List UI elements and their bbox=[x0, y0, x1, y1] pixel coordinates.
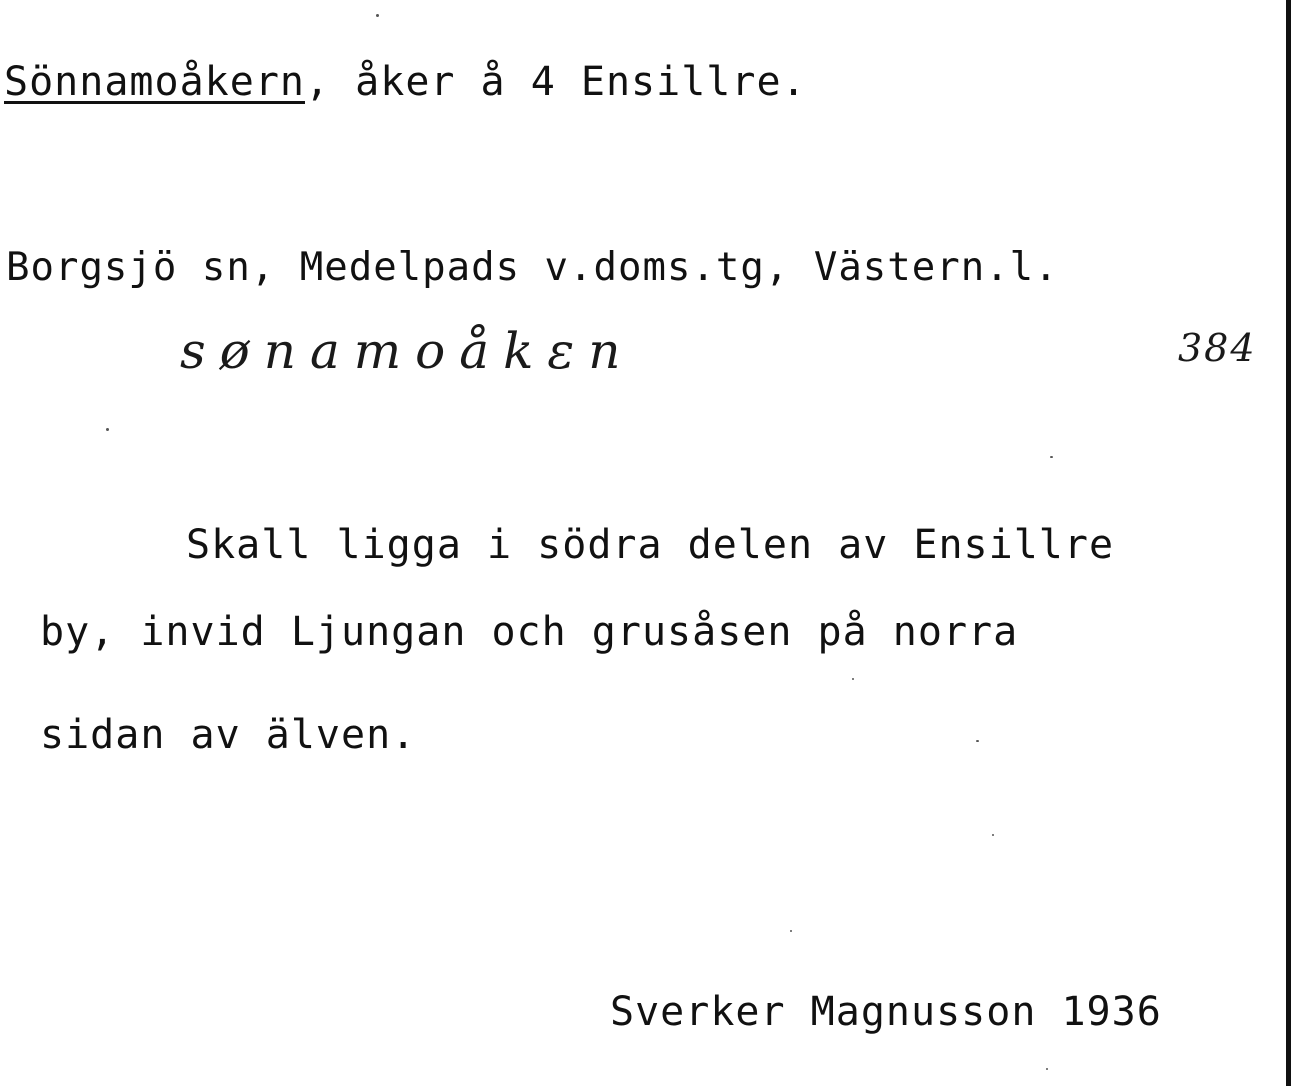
scan-speck bbox=[852, 678, 854, 680]
scan-speck bbox=[1050, 456, 1053, 458]
scan-speck bbox=[992, 834, 994, 836]
description-line-3: sidan av älven. bbox=[40, 712, 417, 758]
card-number: 384 bbox=[1178, 326, 1257, 370]
description-line-1: Skall ligga i södra delen av Ensillre bbox=[186, 522, 1115, 568]
phonetic-transcription: sønamoåkɛn bbox=[180, 322, 635, 380]
scan-speck bbox=[790, 930, 792, 932]
card-edge-border bbox=[1286, 0, 1291, 1086]
headword: Sönnamoåkern bbox=[4, 59, 305, 105]
header-description: , åker å 4 Ensillre. bbox=[304, 59, 807, 105]
scan-speck bbox=[1046, 1068, 1048, 1070]
description-line-2: by, invid Ljungan och grusåsen på norra bbox=[40, 609, 1019, 655]
scan-speck bbox=[376, 14, 379, 17]
location-line: Borgsjö sn, Medelpads v.doms.tg, Västern.l. bbox=[6, 245, 1059, 290]
signature: Sverker Magnusson 1936 bbox=[610, 989, 1162, 1035]
scan-speck bbox=[106, 428, 109, 431]
header-line bbox=[4, 59, 807, 105]
scan-speck bbox=[976, 740, 979, 742]
